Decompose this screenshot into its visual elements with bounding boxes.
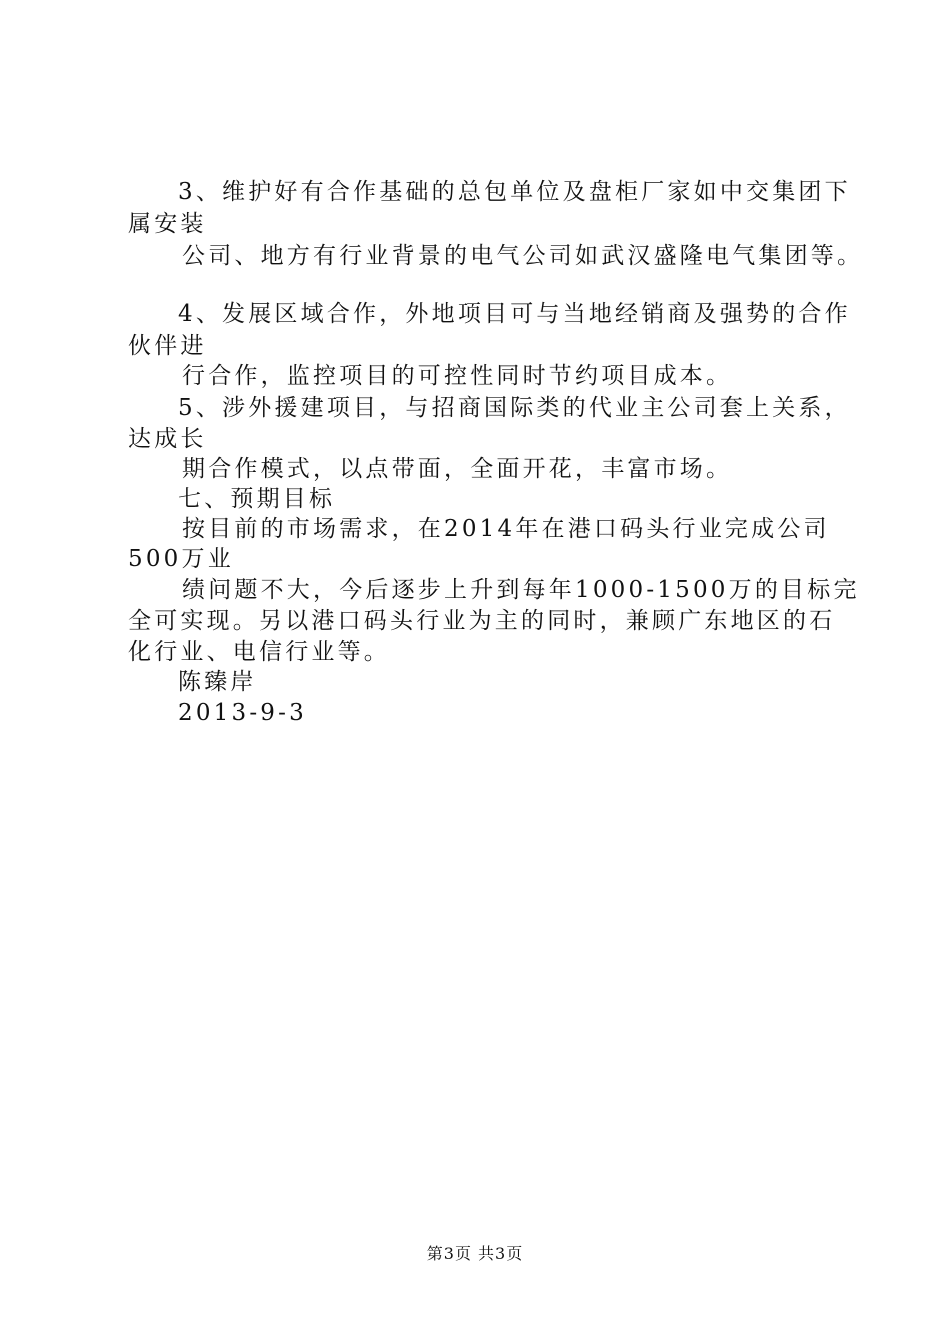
goal-line-4: 全可实现。另以港口码头行业为主的同时，兼顾广东地区的石 [128,608,836,634]
paragraph-3-line-1: 3、维护好有合作基础的总包单位及盘柜厂家如中交集团下 [178,179,851,205]
goal-line-2: 500万业 [128,546,234,572]
paragraph-3-line-3: 公司、地方有行业背景的电气公司如武汉盛隆电气集团等。 [182,243,864,269]
author-name: 陈臻岸 [178,669,257,695]
page-footer: 第3页 共3页 [426,1244,524,1263]
paragraph-4-line-2: 伙伴进 [128,333,207,359]
paragraph-5-line-2: 达成长 [128,426,207,452]
paragraph-5-line-1: 5、涉外援建项目，与招商国际类的代业主公司套上关系， [178,395,851,421]
section-heading: 七、预期目标 [178,486,336,512]
paragraph-5-line-3: 期合作模式，以点带面，全面开花，丰富市场。 [182,456,733,482]
goal-line-5: 化行业、电信行业等。 [128,639,390,665]
paragraph-4-line-3: 行合作，监控项目的可控性同时节约项目成本。 [182,363,733,389]
paragraph-3-line-2: 属安装 [128,211,207,237]
document-date: 2013-9-3 [178,700,307,726]
goal-line-1: 按目前的市场需求，在2014年在港口码头行业完成公司 [182,516,830,542]
paragraph-4-line-1: 4、发展区域合作，外地项目可与当地经销商及强势的合作 [178,301,851,327]
goal-line-3: 绩问题不大，今后逐步上升到每年1000-1500万的目标完 [182,577,860,603]
